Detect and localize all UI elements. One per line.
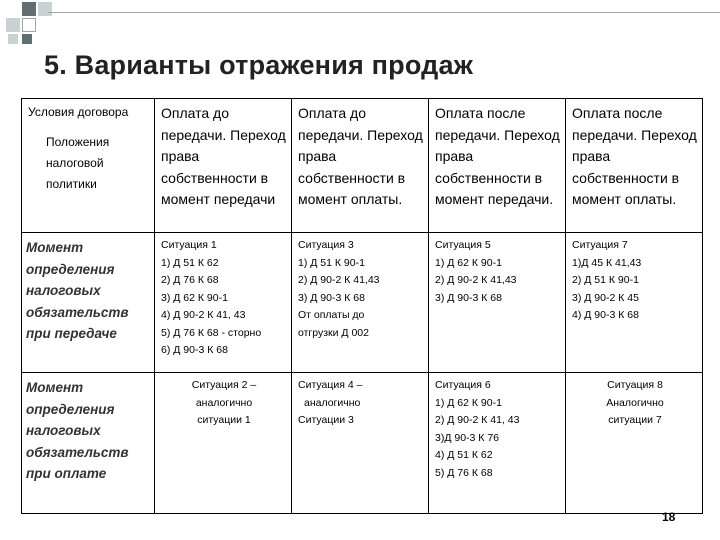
cell-line: 3) Д 90-3 К 68 — [298, 291, 365, 304]
decor-square-3 — [6, 18, 20, 32]
cell-line: Ситуация 4 – — [298, 379, 363, 391]
decor-square-2 — [38, 2, 52, 16]
cell-line: Ситуация 1 — [161, 239, 217, 251]
header-cell-2: Оплата до передачи. Переход права собственности в момент оплаты. — [292, 99, 429, 233]
cell-line: аналогично — [195, 396, 253, 409]
page-title: 5. Варианты отражения продаж — [44, 50, 474, 80]
table-row — [22, 233, 703, 373]
cell-line: 3) Д 90-3 К 68 — [435, 291, 502, 304]
cell-line: 1) Д 62 К 90-1 — [435, 256, 502, 269]
cell-line: отгрузки Д 002 — [298, 326, 369, 339]
page-number: 18 — [662, 510, 676, 524]
header-row — [22, 99, 703, 233]
decor-square-6 — [8, 34, 18, 44]
cell-line: 4) Д 90-2 К 41, 43 — [161, 309, 246, 321]
cell-line: 5) Д 76 К 68 - сторно — [161, 326, 262, 339]
cell-line: 1) Д 51 К 62 — [161, 256, 219, 269]
cell-line: Ситуация 5 — [435, 239, 491, 251]
header-rule — [48, 12, 720, 13]
situation-6-cell — [429, 373, 566, 514]
contract-terms-label: Условия договора — [28, 105, 129, 119]
row-label-payment: Момент определения налоговых обязательств при оплате — [22, 373, 155, 514]
cell-line: 3)Д 90-3 К 76 — [435, 431, 500, 444]
cell-line: 4) Д 90-3 К 68 — [572, 309, 639, 321]
cell-line: 2) Д 90-2 К 41, 43 — [435, 414, 520, 426]
cell-line: 3) Д 62 К 90-1 — [161, 291, 228, 304]
cell-line: Ситуация 3 — [298, 239, 354, 251]
cell-line: Ситуация 8 — [607, 379, 663, 391]
cell-line: 1) Д 62 К 90-1 — [435, 396, 502, 409]
decor-square-1 — [22, 2, 36, 16]
cell-line: От оплаты до — [298, 309, 365, 321]
cell-line: ситуации 7 — [608, 414, 662, 426]
cell-line: аналогично — [304, 396, 361, 409]
sales-table — [21, 98, 703, 514]
row-label-transfer: Момент определения налоговых обязательств при передаче — [22, 233, 155, 373]
situation-7-cell — [566, 233, 703, 373]
decor-square-4 — [22, 18, 36, 32]
situation-4-cell — [292, 373, 429, 514]
header-cell-4: Оплата после передачи. Переход права собственности в момент оплаты. — [566, 99, 703, 233]
cell-line: 2) Д 90-2 К 41,43 — [435, 274, 517, 286]
cell-line: 1)Д 45 К 41,43 — [572, 256, 642, 269]
cell-line: ситуации 1 — [197, 414, 251, 426]
cell-line: 5) Д 76 К 68 — [435, 466, 493, 479]
cell-line: 6) Д 90-3 К 68 — [161, 344, 228, 356]
cell-line: 2) Д 90-2 К 41,43 — [298, 274, 380, 286]
cell-line: 2) Д 76 К 68 — [161, 274, 219, 286]
cell-line: Ситуация 2 – — [191, 379, 257, 391]
situation-3-cell — [292, 233, 429, 373]
cell-line: 1) Д 51 К 90-1 — [298, 256, 365, 269]
cell-line: Ситуация 7 — [572, 239, 628, 251]
cell-line: Аналогично — [606, 396, 664, 409]
cell-line: 2) Д 51 К 90-1 — [572, 274, 639, 286]
cell-line: Ситуация 6 — [435, 379, 491, 391]
situation-1-cell — [155, 233, 292, 373]
situation-8-cell — [566, 373, 703, 514]
header-cell-3: Оплата после передачи. Переход права собственности в момент передачи. — [429, 99, 566, 233]
cell-line: 4) Д 51 К 62 — [435, 449, 493, 461]
situation-5-cell — [429, 233, 566, 373]
tax-policy-label: Положения налоговой политики — [46, 135, 110, 191]
corner-cell — [22, 99, 155, 233]
header-cell-1: Оплата до передачи. Переход права собственности в момент передачи — [155, 99, 292, 233]
cell-line: 3) Д 90-2 К 45 — [572, 291, 639, 304]
decor-square-5 — [22, 34, 32, 44]
situation-2-cell — [155, 373, 292, 514]
table-row — [22, 373, 703, 514]
cell-line: Ситуации 3 — [298, 414, 354, 426]
